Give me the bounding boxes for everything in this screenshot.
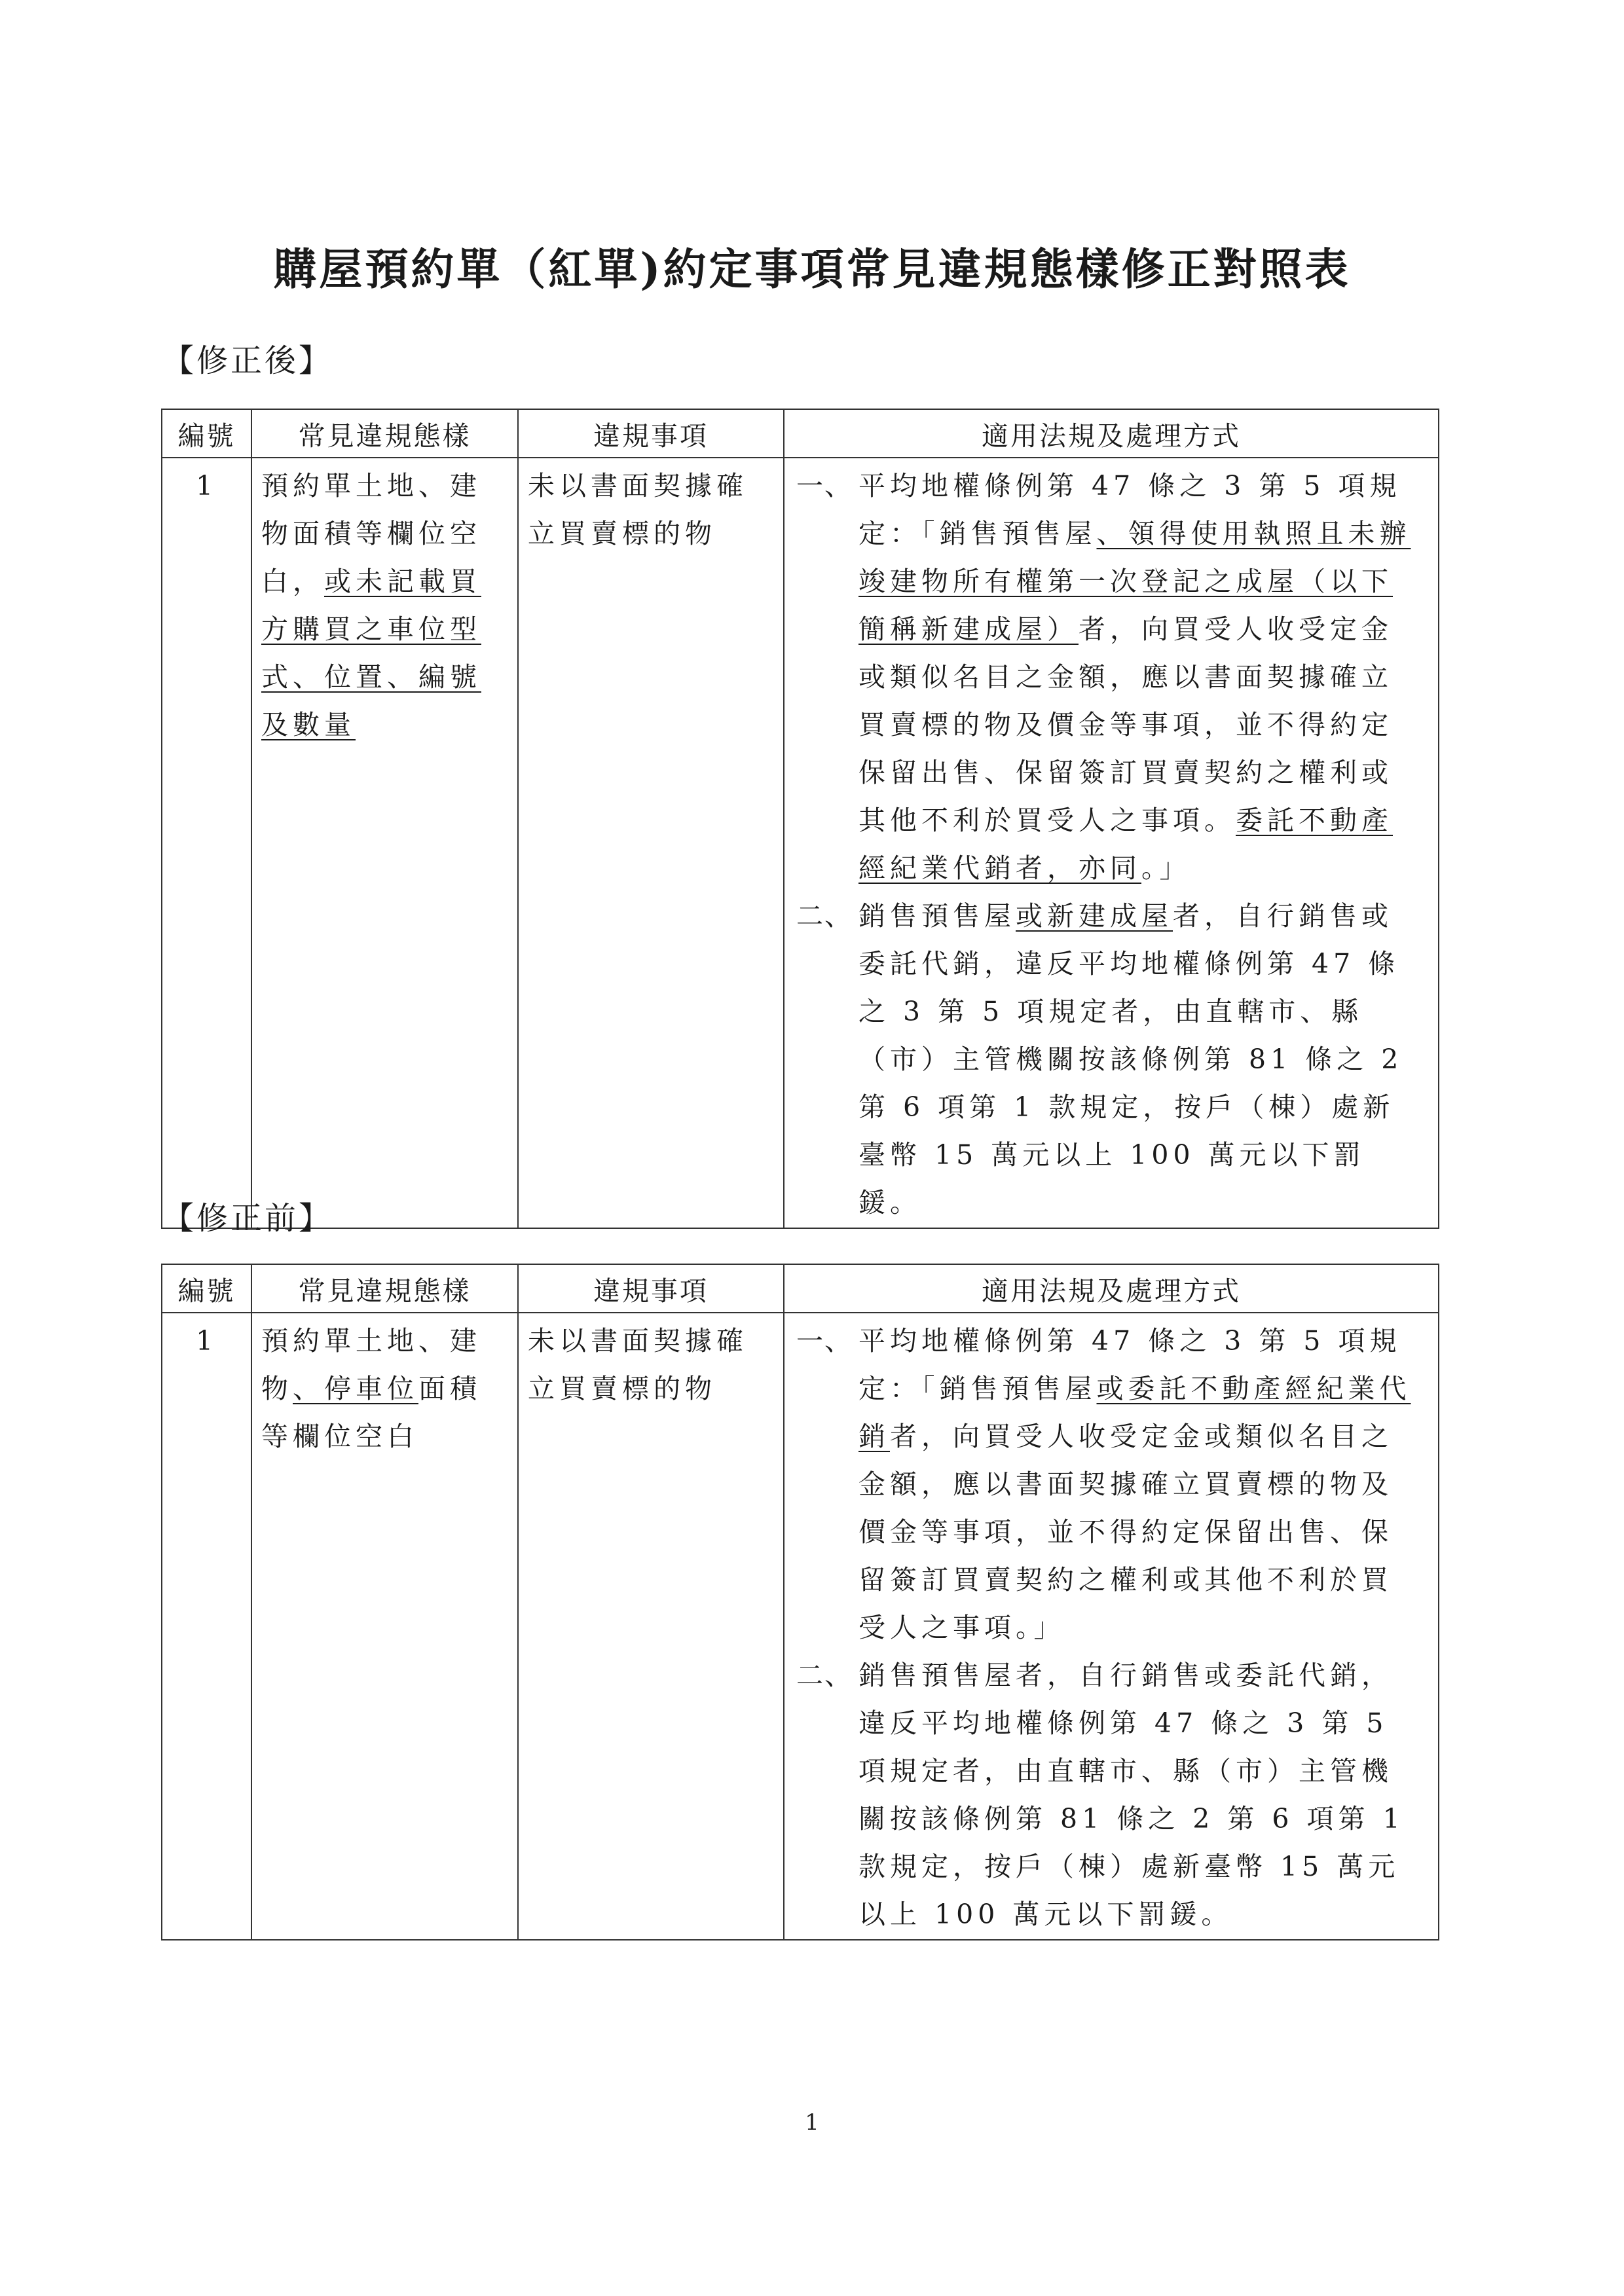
row-number: 1 [162,1313,251,1940]
table-row [162,458,1439,1228]
law-list [796,1317,1424,1939]
law-item-2 [796,892,1424,1227]
law-item-body [858,1317,1424,1652]
violation-cell: 未以書面契據確立買賣標的物 [518,1313,784,1940]
header-law: 適用法規及處理方式 [784,409,1439,458]
law-item-body [858,462,1424,892]
law-text: 平均地權條例第 47 條之 3 第 5 項規定：「銷售預售屋 [858,1325,1401,1404]
law-text: 銷售預售屋 [858,900,1016,932]
law-text-amended: 或委託不動產經紀業代銷 [858,1373,1411,1452]
law-list [796,462,1424,1227]
law-text: 者，向買受人收受定金或類似名目之金額，應以書面契據確立買賣標的物及價金等事項，並不得約定保留出售、保留簽訂買賣契約之權利或其他不利於買受人之事項。 [858,613,1393,836]
section-label-after: 【修正後】 [162,342,333,379]
law-text: 銷售預售屋者，自行銷售或委託代銷，違反平均地權條例第 47 條之 3 第 5 項規定者，由直轄市、縣（市）主管機關按該條例第 81 條之 2 第 6 項第 1 款規定，按戶（棟）處新臺幣 15 萬元以上 100 萬元以下罰鍰。 [858,1660,1405,1930]
law-text-amended: 或新建成屋 [1016,900,1173,932]
header-violation: 違規事項 [518,1264,784,1313]
violation-cell: 未以書面契據確立買賣標的物 [518,458,784,1228]
pattern-text: 預約單土地、建物面積等欄位空白， [261,470,481,597]
law-text: 者，自行銷售或委託代銷，違反平均地權條例第 47 條之 3 第 5 項規定者，由直轄市、縣（市）主管機關按該條例第 81 條之 2 第 6 項第 1 款規定，按戶（棟）處新臺幣 15 萬元以上 100 萬元以下罰鍰。 [858,900,1403,1218]
pattern-text: 面積等欄位空白 [261,1373,481,1452]
page-number: 1 [805,2109,819,2136]
law-text: 。」 [1141,852,1191,884]
law-item-1 [796,462,1424,892]
comparison-table-after [161,409,1439,1229]
law-cell [784,1313,1439,1940]
page-title: 購屋預約單（紅單)約定事項常見違規態樣修正對照表 [273,244,1351,295]
pattern-cell [251,458,518,1228]
header-pattern: 常見違規態樣 [251,1264,518,1313]
table-header-row [162,1264,1439,1313]
law-text: 平均地權條例第 47 條之 3 第 5 項規定：「銷售預售屋 [858,470,1401,549]
law-item-marker: 二、 [796,900,853,932]
pattern-text: 預約單土地、建物 [261,1325,481,1404]
pattern-text-amended: 或未記載買方購買之車位型式、位置、編號及數量 [261,566,481,740]
header-number: 編號 [162,409,251,458]
law-item-body [858,1652,1424,1939]
header-pattern: 常見違規態樣 [251,409,518,458]
law-item-marker: 二、 [796,1660,853,1691]
header-number: 編號 [162,1264,251,1313]
comparison-table-before [161,1264,1439,1941]
law-item-2 [796,1652,1424,1939]
law-text-amended: 委託不動產經紀業代銷者，亦同 [858,805,1393,884]
header-violation: 違規事項 [518,409,784,458]
law-cell [784,458,1439,1228]
law-text: 者，向買受人收受定金或類似名目之金額，應以書面契據確立買賣標的物及價金等事項，並不得約定保留出售、保留簽訂買賣契約之權利或其他不利於買受人之事項。」 [858,1421,1393,1643]
row-number: 1 [162,458,251,1228]
law-item-marker: 一、 [796,1325,853,1357]
law-text-amended: 、領得使用執照且未辦竣建物所有權第一次登記之成屋（以下簡稱新建成屋） [858,518,1411,645]
pattern-text-amended: 、停車位 [293,1373,418,1404]
law-item-1 [796,1317,1424,1652]
section-label-before: 【修正前】 [162,1200,333,1237]
table-row [162,1313,1439,1940]
pattern-cell [251,1313,518,1940]
law-item-marker: 一、 [796,470,853,501]
table-header-row [162,409,1439,458]
law-item-body [858,892,1424,1227]
header-law: 適用法規及處理方式 [784,1264,1439,1313]
